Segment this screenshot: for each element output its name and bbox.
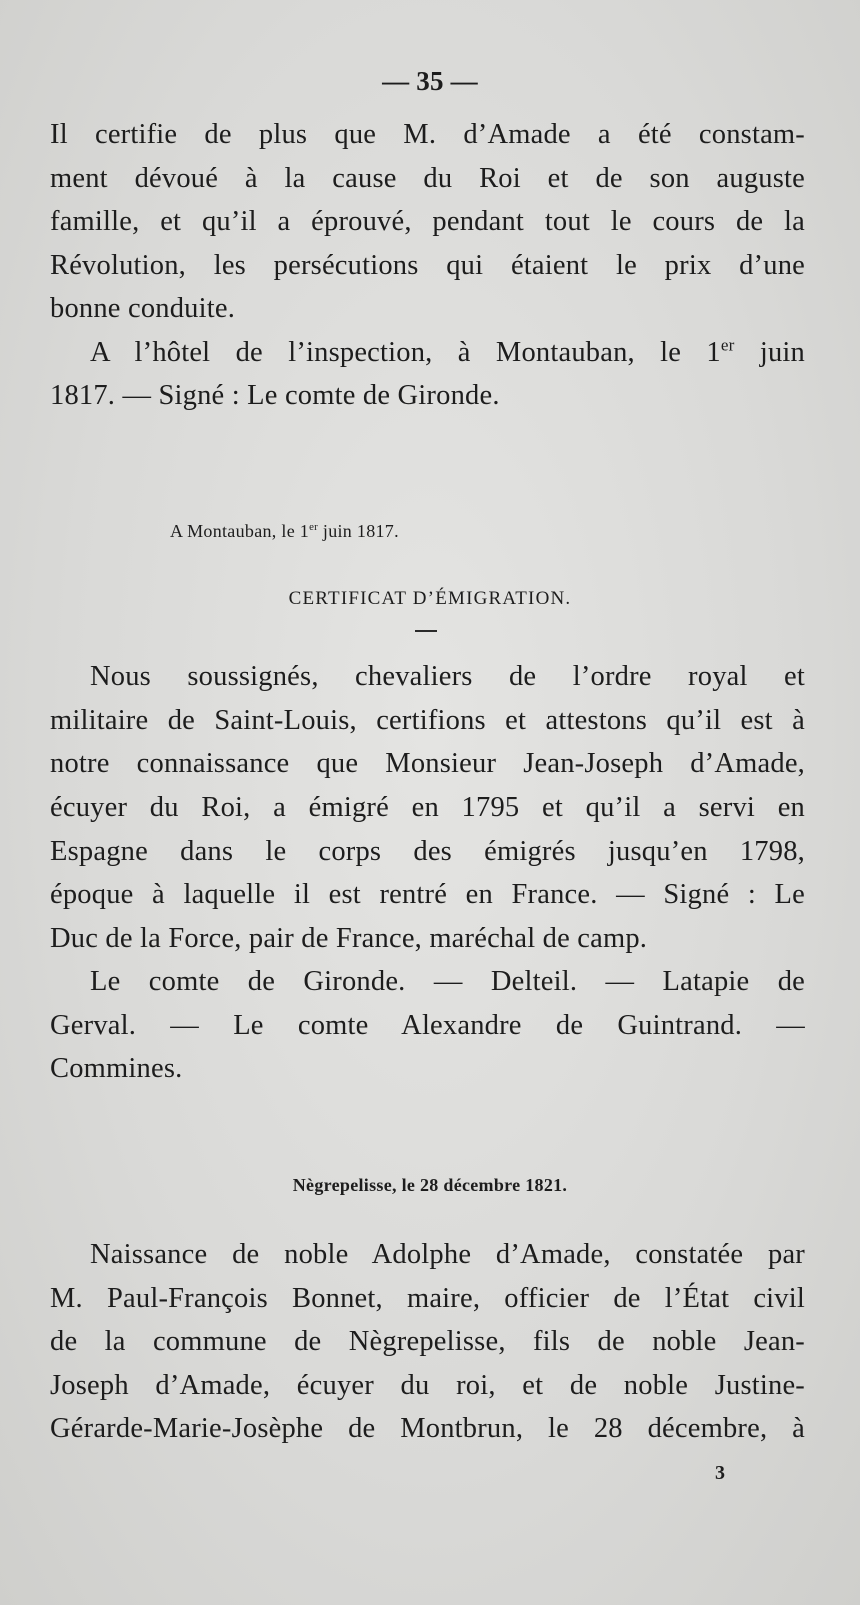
heading-rule [415, 630, 437, 632]
section-heading: CERTIFICAT D’ÉMIGRATION. [288, 588, 572, 609]
text-line: Espagne dans le corps des émigrés jusqu’en 1798, [50, 836, 805, 867]
superscript: er [720, 335, 735, 355]
text-line: ment dévoué à la cause du Roi et de son auguste [50, 163, 805, 194]
text-line: Il certifie de plus que M. d’Amade a été constam- [50, 119, 805, 150]
text-segment: juin 1817. [318, 521, 399, 541]
text-segment: A Montauban, le 1 [170, 521, 310, 541]
text-line: Gerval. — Le comte Alexandre de Guintrand. — [50, 1010, 805, 1041]
text-line: militaire de Saint-Louis, certifions et attestons qu’il est à [50, 705, 805, 736]
text-line: époque à laquelle il est rentré en France. — Signé : Le [50, 879, 805, 910]
text-line: de la commune de Nègrepelisse, fils de noble Jean- [50, 1326, 805, 1357]
text-line: Duc de la Force, pair de France, maréchal de camp. [50, 923, 648, 954]
text-line: Joseph d’Amade, écuyer du roi, et de noble Justine- [50, 1370, 805, 1401]
dateline [170, 522, 690, 540]
signature-mark: 3 [715, 1462, 725, 1484]
text-line: Nous soussignés, chevaliers de l’ordre royal et [90, 661, 805, 692]
superscript: er [309, 521, 319, 533]
text-line: M. Paul-François Bonnet, maire, officier de l’État civil [50, 1283, 805, 1314]
text-line: Commines. [50, 1053, 183, 1084]
text-line [90, 335, 805, 368]
text-line: Le comte de Gironde. — Delteil. — Latapie de [90, 966, 805, 997]
text-segment: A l’hôtel de l’inspection, à Montauban, le 1 [90, 337, 721, 368]
text-line: Gérarde-Marie-Josèphe de Montbrun, le 28 décembre, à [50, 1413, 805, 1444]
text-line: écuyer du Roi, a émigré en 1795 et qu’il a servi en [50, 792, 805, 823]
text-segment: juin [734, 337, 805, 368]
text-line: Naissance de noble Adolphe d’Amade, constatée par [90, 1239, 805, 1270]
text-line: famille, et qu’il a éprouvé, pendant tout le cours de la [50, 206, 805, 237]
text-line: bonne conduite. [50, 293, 236, 324]
text-line: notre connaissance que Monsieur Jean-Joseph d’Amade, [50, 748, 805, 779]
page-number: — 35 — [382, 66, 478, 96]
text-line: 1817. — Signé : Le comte de Gironde. [50, 380, 500, 411]
dateline: Nègrepelisse, le 28 décembre 1821. [292, 1175, 568, 1195]
text-line: Révolution, les persécutions qui étaient le prix d’une [50, 250, 805, 281]
